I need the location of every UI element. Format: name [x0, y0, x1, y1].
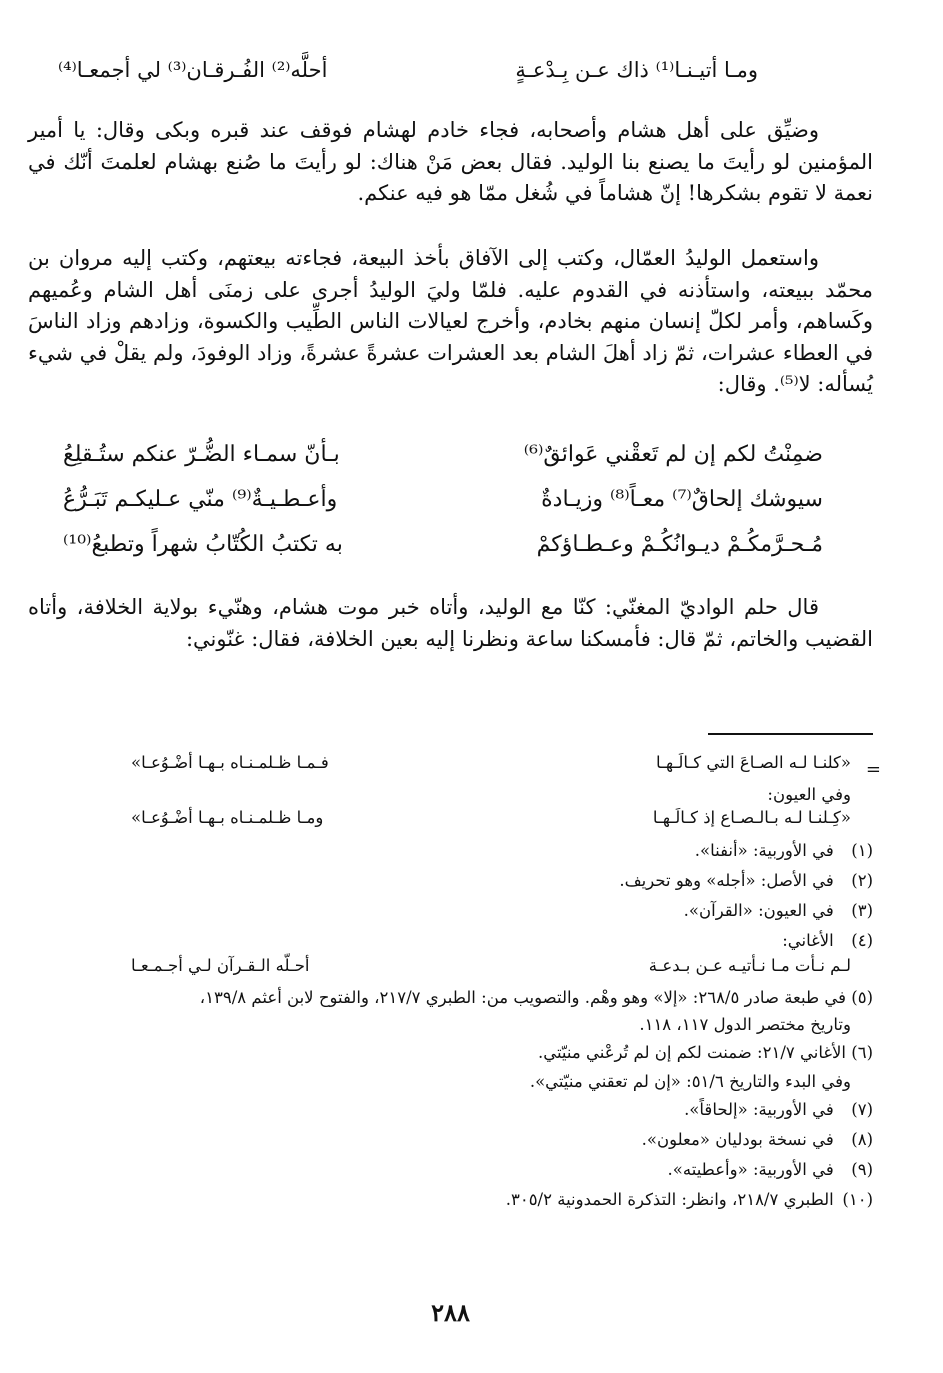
- verse-first-hemistich: مُـحـرَّمكُـمْ ديـوانُكُـمْ وعـطـاؤكمْ: [536, 532, 823, 557]
- footnote-continuation-mark: =: [865, 759, 881, 780]
- footnote-text: في نسخة بودليان «معلون».: [641, 1130, 834, 1149]
- footnote-5-continued: وتاريخ مختصر الدول ١١٧، ١١٨.: [639, 1015, 851, 1034]
- footnote-separator: [708, 733, 873, 735]
- footnote-1: [28, 836, 873, 866]
- footnote-line: وفي العيون:: [767, 785, 851, 804]
- footnote-6-continued: وفي البدء والتاريخ ٥١/٦: «إن لم تعقني منيّتي».: [529, 1072, 851, 1091]
- verse-second-hemistich: أحـلّه الـقـرآن لـي أجـمـعـا: [131, 956, 310, 975]
- verse-first-hemistich: سيوشك إلحاقٌ⁽⁷⁾ معـاً⁽⁸⁾ وزيـادةٌ: [541, 487, 823, 512]
- footnote-6: (٦) الأغاني ٢١/٧: ضمنت لكم إن لم تُرعْني منيّتي.: [537, 1043, 873, 1062]
- footnote-text: في الأوربية: «أنفنا».: [694, 841, 834, 860]
- paragraph-hisham-servant: [28, 115, 873, 210]
- footnote-number: (٧): [851, 1100, 873, 1119]
- footnote-3: [28, 896, 873, 926]
- footnote-number: (٩): [851, 1160, 873, 1179]
- footnote-text: في الأوربية: «وأعطيته».: [667, 1160, 834, 1179]
- footnote-10: [28, 1185, 873, 1215]
- verse-first-hemistich: لـم نـأت مـا نـأتيـه عـن بـدعـة: [648, 956, 851, 975]
- footnote-verse-aghani: [131, 956, 851, 984]
- paragraph-text: واستعمل الوليدُ العمّال، وكتب إلى الآفاق بأخذ البيعة، فجاءته بيعتهم، وكتب إليه مروان بن محمّد ببيعته، واستأذنه في القدوم عليه. فلمّا وليَ الوليدُ أجرى على زمنَى أهل الشام وعُميهم وكَساهم، وأمر لكلّ إنسان منهم بخادم، وأخرج لعيالات الناس الطِّيب والكسوة، وزادهم وزاد الناسَ في العطاء عشرات، ثمّ زاد أهلَ الشام بعد العشرات عشرةً عشرةً، وزاد الوفودَ، ولم يقلْ في شيء يُسأله: لا⁽⁵⁾. وقال:: [28, 246, 873, 396]
- footnote-text: الأغاني:: [782, 931, 834, 950]
- opening-verse: [58, 58, 758, 82]
- footnote-5: (٥) في طبعة صادر ٢٦٨/٥: «إلا» وهو وهْم. والتصويب من: الطبري ٢١٧/٧، والفتوح لابن أعثم ١٣٩/٨،: [199, 988, 873, 1007]
- footnote-9: [28, 1155, 873, 1185]
- paragraph-hakam-singer: [28, 592, 873, 655]
- verse-second-hemistich: به تكتبُ الكُتّابُ شهراً وتطبعُ⁽¹⁰⁾: [63, 532, 343, 557]
- verse-second-hemistich: بـأنّ سمـاء الضُّـرّ عنكم ستُـقلِعُ: [63, 442, 340, 467]
- page-number: ٢٨٨: [431, 1298, 470, 1327]
- paragraph-text: قال حلم الواديّ المغنّي: كنّا مع الوليد، وأتاه خبر موت هشام، وهنّيء بولاية الخلافة، وأتاه القضيب والخاتم، ثمّ قال: فأمسكنا ساعة ونظرنا إليه بعين الخلافة، فقال: غنّوني:: [28, 595, 873, 651]
- footnote-number: (١): [851, 841, 873, 860]
- verse-first-hemistich: «كِـلنـا لـه بـالـصـاع إذ كـالَـهـا: [652, 808, 851, 827]
- footnote-number: (٣): [851, 901, 873, 920]
- verse-first-hemistich: ضمِنْتُ لكم إن لم تَعقْني عَوائقٌ⁽⁶⁾: [523, 442, 823, 467]
- footnote-verse: [131, 753, 851, 781]
- verse-second-hemistich: أحلَّه⁽²⁾ الفُـرقـان⁽³⁾ لي أجمعـا⁽⁴⁾: [58, 58, 328, 82]
- verse-second-hemistich: وأعـطـيـةٌ⁽⁹⁾ منّي عـليكـم تَبَـرُّعُ: [63, 487, 338, 512]
- footnote-8: [28, 1125, 873, 1155]
- footnote-number: (١٠): [842, 1190, 873, 1209]
- footnote-verse: [131, 808, 851, 836]
- poem-verse: [63, 532, 823, 577]
- footnote-text: في العيون: «القرآن».: [683, 901, 834, 920]
- footnote-number: (٨): [851, 1130, 873, 1149]
- footnote-text: في الأصل: «أجله» وهو تحريف.: [619, 871, 834, 890]
- footnote-4: [28, 926, 873, 956]
- footnote-number: (٢): [851, 871, 873, 890]
- footnote-text: الطبري ٢١٨/٧، وانظر: التذكرة الحمدونية ٣٠٥/٢.: [505, 1190, 834, 1209]
- poem-verse: [63, 487, 823, 532]
- poem-verse: [63, 442, 823, 487]
- poem-block: [63, 442, 823, 577]
- footnote-2: [28, 866, 873, 896]
- verse-first-hemistich: «كلنـا لـه الصـاعَ التي كـالَـهـا: [656, 753, 851, 772]
- footnote-text: في الأوربية: «إلحاقاً».: [684, 1100, 834, 1119]
- verse-second-hemistich: ومـا ظـلمـنـاه بـهـا أضْـوُعـا»: [131, 808, 324, 827]
- paragraph-walid-governors: [28, 243, 873, 401]
- verse-first-hemistich: ومـا أتيـنـا⁽¹⁾ ذاك عـن بِـدْعـةٍ: [515, 58, 758, 82]
- footnote-number: (٤): [851, 931, 873, 950]
- footnotes-section: [28, 753, 873, 1215]
- footnote-7: [28, 1095, 873, 1125]
- paragraph-text: وضيِّق على أهل هشام وأصحابه، فجاء خادم لهشام فوقف عند قبره وبكى وقال: يا أمير المؤمنين لو رأيتَ ما يصنع بنا الوليد. فقال بعض مَنْ هناك: لو رأيتَ ما صُنع بهشام لعلمتَ أنّك في نعمة لا تقوم بشكرها! إنّ هشاماً في شُغل ممّا هو فيه عنكم.: [28, 118, 873, 205]
- verse-second-hemistich: فـمـا ظـلمـنـاه بـهـا أضْـوُعـا»: [131, 753, 329, 772]
